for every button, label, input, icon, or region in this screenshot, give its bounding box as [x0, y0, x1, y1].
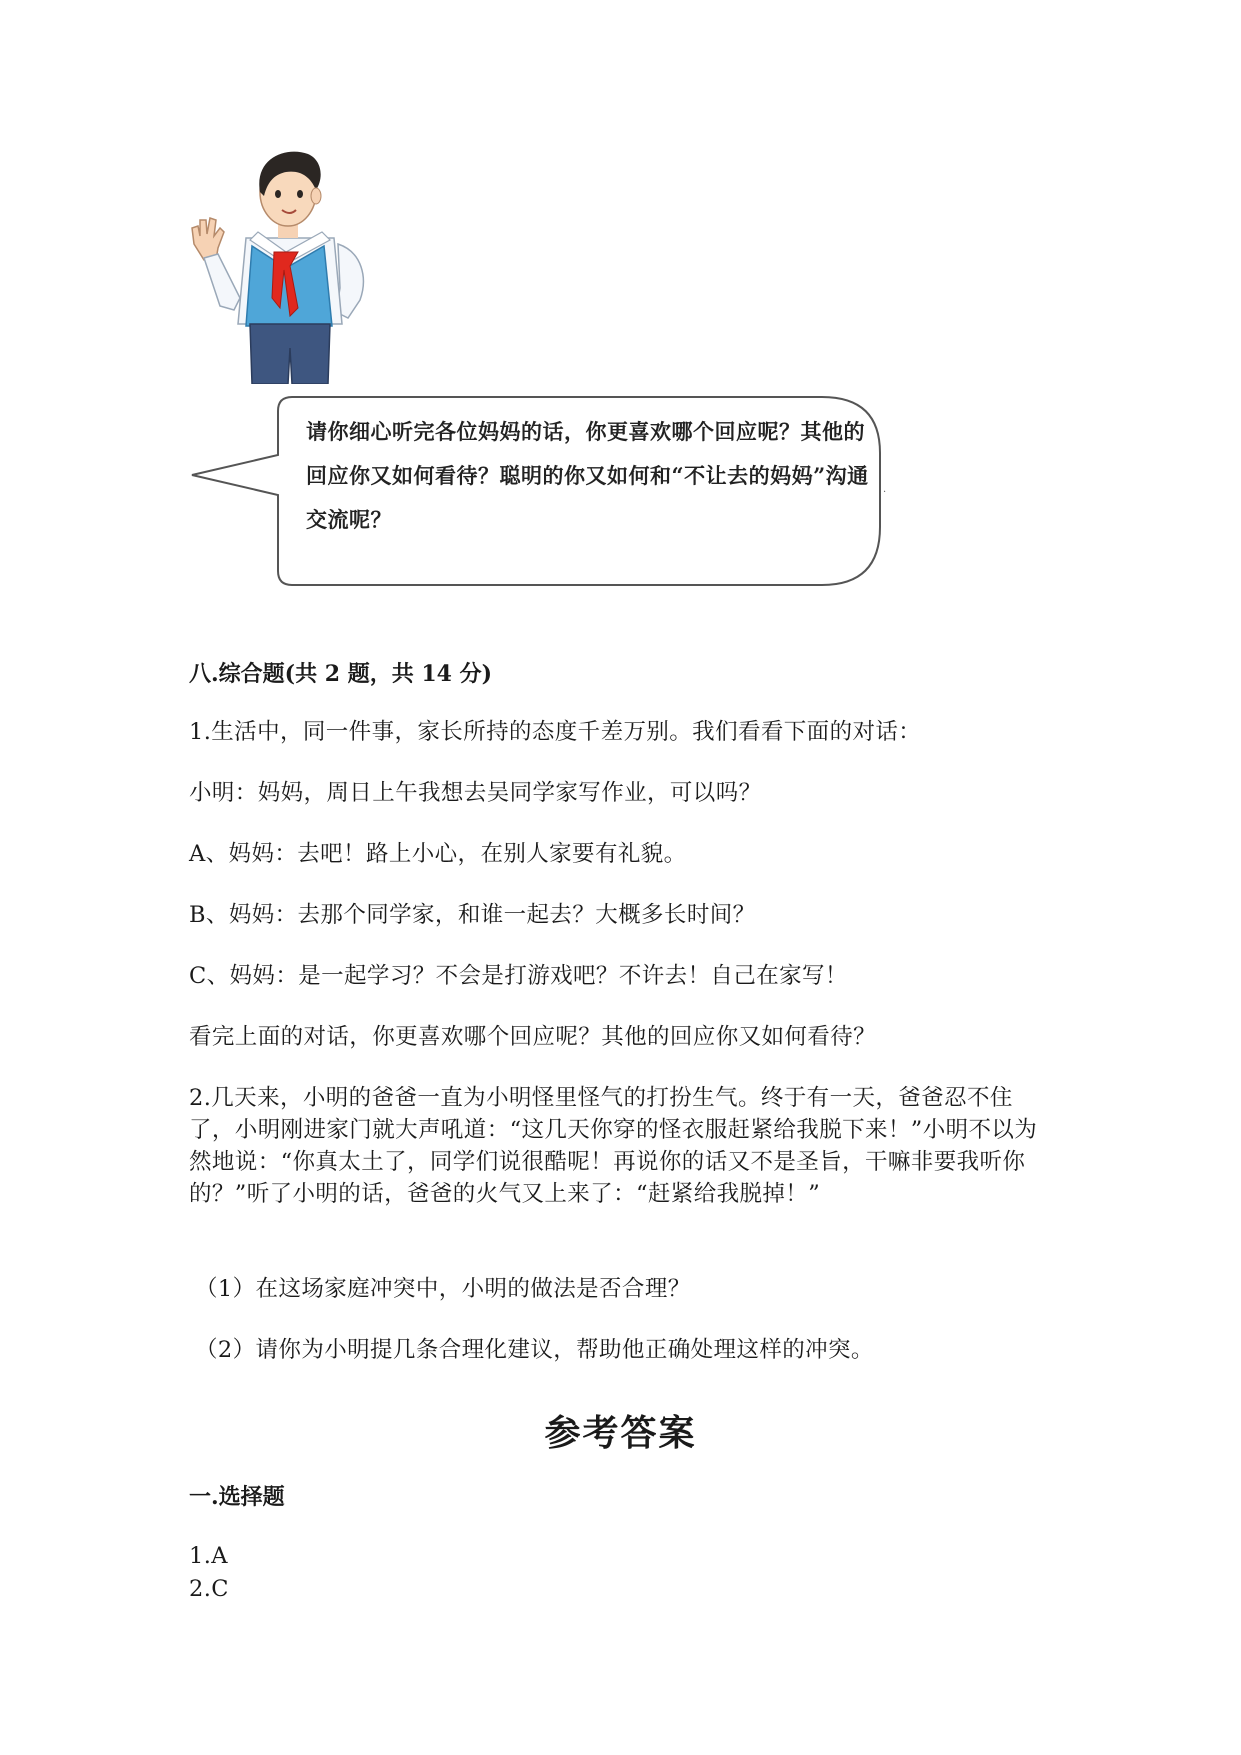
- speech-bubble-text: 请你细心听完各位妈妈的话，你更喜欢哪个回应呢？其他的回应你又如何看待？聪明的你又如何和“不让去的妈妈”沟通交流呢？: [306, 419, 869, 532]
- answer-item: 2.C: [189, 1576, 229, 1602]
- dialog-option-b: B、妈妈：去那个同学家，和谁一起去？大概多长时间？: [189, 902, 756, 928]
- boy-illustration: [190, 148, 390, 384]
- dialog-option-c: C、妈妈：是一起学习？不会是打游戏吧？不许去！自己在家写！: [189, 963, 848, 989]
- answers-title: 参考答案: [544, 1413, 697, 1454]
- question-1-prompt: 看完上面的对话，你更喜欢哪个回应呢？其他的回应你又如何看待？: [189, 1024, 877, 1050]
- question-2-sub1: （1）在这场家庭冲突中，小明的做法是否合理？: [195, 1276, 691, 1302]
- question-2-sub2: （2）请你为小明提几条合理化建议，帮助他正确处理这样的冲突。: [195, 1337, 874, 1363]
- dialog-xiaoming: 小明：妈妈，周日上午我想去吴同学家写作业，可以吗？: [189, 780, 762, 806]
- answers-section-title: 一.选择题: [189, 1484, 285, 1510]
- answer-item: 1.A: [189, 1543, 228, 1569]
- svg-text:·: ·: [883, 487, 887, 498]
- question-1-intro: 1.生活中，同一件事，家长所持的态度千差万别。我们看看下面的对话：: [189, 719, 922, 745]
- question-2-text: 2.几天来，小明的爸爸一直为小明怪里怪气的打扮生气。终于有一天，爸爸忍不住了，小明刚进家门就大声吼道：“这几天你穿的怪衣服赶紧给我脱下来！”小明不以为然地说：“你真太土了，同学们说很酷呢！再说你的话又不是圣旨，干嘛非要我听你的？”听了小明的话，爸爸的火气又上来了：“赶紧给我脱掉！”: [189, 1085, 1038, 1207]
- dialog-option-a: A、妈妈：去吧！路上小心，在别人家要有礼貌。: [189, 841, 687, 867]
- section-title: 八.综合题(共 2 题，共 14 分): [189, 661, 493, 687]
